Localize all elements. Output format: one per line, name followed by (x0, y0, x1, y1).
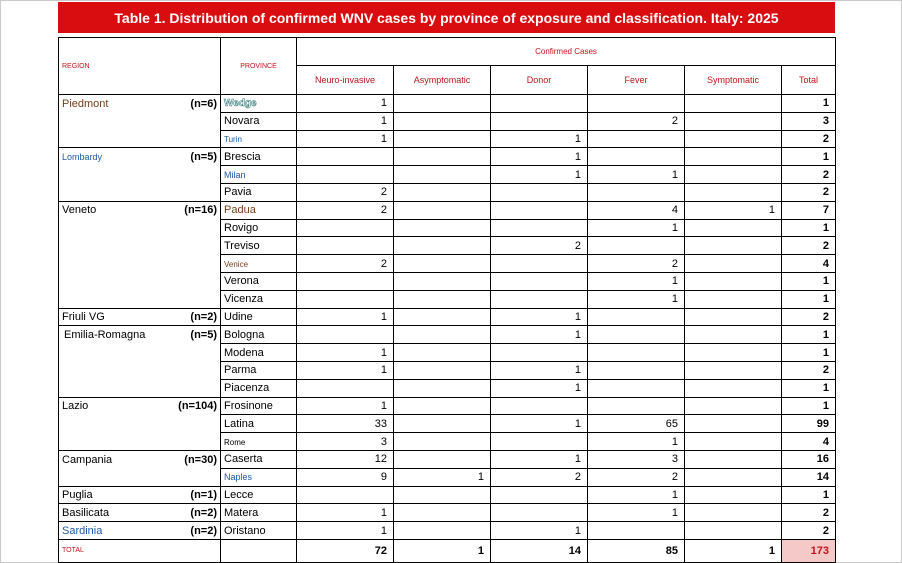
cell-symptomatic (685, 379, 782, 397)
region-cell (59, 290, 221, 308)
cell-asymptomatic: 1 (394, 468, 491, 486)
table-row (59, 183, 836, 201)
table-row (59, 290, 836, 308)
region-case-count: (n=5) (190, 329, 217, 341)
province-name: Modena (224, 346, 264, 359)
province-cell (221, 95, 297, 113)
table-row (59, 397, 836, 415)
cell-total: 1 (782, 219, 836, 237)
region-cell (59, 95, 221, 113)
province-header: PROVINCE (221, 38, 297, 95)
province-cell (221, 468, 297, 486)
province-cell (221, 148, 297, 166)
cell-total: 2 (782, 308, 836, 326)
province-cell (221, 201, 297, 219)
col-header-donor: Donor (491, 66, 588, 95)
cell-asymptomatic (394, 95, 491, 113)
cell-total: 1 (782, 272, 836, 290)
cell-asymptomatic (394, 148, 491, 166)
region-cell (59, 397, 221, 415)
cell-neuro-invasive: 2 (297, 255, 394, 273)
cell-asymptomatic (394, 308, 491, 326)
region-case-count: (n=2) (190, 310, 217, 323)
province-name: Pavia (224, 186, 252, 199)
region-cell (59, 344, 221, 362)
cell-fever (588, 361, 685, 379)
cell-asymptomatic (394, 415, 491, 433)
province-name: Novara (224, 115, 260, 128)
cell-symptomatic (685, 326, 782, 344)
province-cell (221, 397, 297, 415)
table-row (59, 504, 836, 522)
cell-donor: 1 (491, 130, 588, 148)
province-cell (221, 290, 297, 308)
col-header-neuro-invasive: Neuro-invasive (297, 66, 394, 95)
cell-asymptomatic (394, 326, 491, 344)
table-row (59, 219, 836, 237)
cell-fever (588, 379, 685, 397)
region-cell (59, 486, 221, 504)
cell-neuro-invasive (297, 148, 394, 166)
cell-asymptomatic (394, 433, 491, 451)
table-title: Table 1. Distribution of confirmed WNV cases by province of exposure and classification. Italy: 2025 (58, 2, 835, 33)
region-cell (59, 450, 221, 468)
cell-fever (588, 183, 685, 201)
table-row (59, 201, 836, 219)
region-case-count: (n=2) (190, 506, 217, 519)
cell-neuro-invasive: 1 (297, 397, 394, 415)
cell-donor (491, 433, 588, 451)
province-cell (221, 308, 297, 326)
cell-symptomatic (685, 486, 782, 504)
table-row (59, 361, 836, 379)
cell-neuro-invasive (297, 486, 394, 504)
cell-donor (491, 201, 588, 219)
total-row (59, 539, 836, 562)
cell-symptomatic (685, 237, 782, 255)
province-name: Brescia (224, 150, 261, 163)
region-name: Sardinia (62, 524, 103, 537)
region-header: REGION (59, 38, 221, 95)
cell-donor (491, 344, 588, 362)
cell-asymptomatic (394, 344, 491, 362)
cell-symptomatic (685, 397, 782, 415)
cell-fever: 3 (588, 450, 685, 468)
col-header-symptomatic: Symptomatic (685, 66, 782, 95)
province-name: Rovigo (224, 221, 259, 234)
province-name: Bologna (224, 328, 265, 341)
region-cell (59, 112, 221, 130)
table-row (59, 148, 836, 166)
cell-total: 2 (782, 183, 836, 201)
cell-donor (491, 219, 588, 237)
cell-donor (491, 112, 588, 130)
cell-asymptomatic (394, 504, 491, 522)
total-fever: 85 (588, 539, 685, 562)
table-row (59, 433, 836, 451)
cell-symptomatic (685, 130, 782, 148)
province-cell (221, 361, 297, 379)
cell-symptomatic (685, 308, 782, 326)
region-cell (59, 522, 221, 540)
cell-fever: 2 (588, 112, 685, 130)
province-name: Rome (224, 437, 246, 447)
province-name: Frosinone (224, 399, 273, 412)
cell-neuro-invasive: 9 (297, 468, 394, 486)
table-body (59, 95, 836, 540)
region-cell (59, 468, 221, 486)
cell-symptomatic (685, 522, 782, 540)
cell-symptomatic (685, 183, 782, 201)
cell-total: 2 (782, 130, 836, 148)
cell-symptomatic (685, 166, 782, 184)
cell-asymptomatic (394, 201, 491, 219)
cell-fever (588, 130, 685, 148)
cell-asymptomatic (394, 450, 491, 468)
province-name: Naples (224, 472, 253, 483)
cell-fever: 1 (588, 219, 685, 237)
province-cell (221, 219, 297, 237)
province-cell (221, 486, 297, 504)
cell-total: 1 (782, 397, 836, 415)
cell-total: 1 (782, 290, 836, 308)
cell-fever: 1 (588, 272, 685, 290)
cell-fever (588, 326, 685, 344)
province-cell (221, 272, 297, 290)
province-name: Piacenza (224, 382, 270, 395)
region-name: Basilicata (62, 506, 110, 519)
region-cell (59, 504, 221, 522)
province-cell (221, 130, 297, 148)
province-cell (221, 237, 297, 255)
region-case-count: (n=2) (190, 524, 217, 537)
cell-donor: 2 (491, 237, 588, 255)
cell-neuro-invasive (297, 379, 394, 397)
table-row (59, 468, 836, 486)
wnv-cases-table (58, 37, 836, 563)
table-row (59, 112, 836, 130)
cell-fever (588, 344, 685, 362)
cell-donor: 1 (491, 522, 588, 540)
cell-asymptomatic (394, 290, 491, 308)
region-name: Veneto (62, 204, 97, 217)
table-row (59, 450, 836, 468)
col-header-fever: Fever (588, 66, 685, 95)
region-name: Campania (62, 453, 113, 466)
cell-asymptomatic (394, 361, 491, 379)
region-cell (59, 272, 221, 290)
region-name: Lombardy (62, 152, 103, 163)
total-province-cell (221, 539, 297, 562)
table-row (59, 95, 836, 113)
cell-asymptomatic (394, 166, 491, 184)
province-cell (221, 255, 297, 273)
cell-neuro-invasive (297, 166, 394, 184)
cell-total: 4 (782, 433, 836, 451)
cell-total: 1 (782, 148, 836, 166)
cell-symptomatic (685, 450, 782, 468)
province-cell (221, 433, 297, 451)
cell-neuro-invasive: 1 (297, 361, 394, 379)
cell-total: 2 (782, 361, 836, 379)
cell-neuro-invasive (297, 237, 394, 255)
region-cell (59, 166, 221, 184)
cell-neuro-invasive: 2 (297, 201, 394, 219)
cell-symptomatic (685, 112, 782, 130)
cell-donor: 1 (491, 308, 588, 326)
table-row (59, 255, 836, 273)
region-case-count: (n=6) (190, 97, 217, 110)
cell-symptomatic (685, 344, 782, 362)
region-cell (59, 148, 221, 166)
cell-neuro-invasive (297, 290, 394, 308)
total-donor: 14 (491, 539, 588, 562)
cell-neuro-invasive (297, 272, 394, 290)
region-cell (59, 183, 221, 201)
cell-neuro-invasive: 12 (297, 450, 394, 468)
region-name: Piedmont (62, 97, 109, 110)
cell-neuro-invasive: 1 (297, 130, 394, 148)
cell-fever: 2 (588, 468, 685, 486)
province-name: Lecce (224, 488, 254, 501)
table-row (59, 415, 836, 433)
cell-donor (491, 397, 588, 415)
cell-symptomatic: 1 (685, 201, 782, 219)
region-case-count: (n=5) (190, 151, 217, 164)
cell-neuro-invasive: 1 (297, 344, 394, 362)
region-name: Emilia-Romagna (64, 329, 146, 341)
cell-asymptomatic (394, 379, 491, 397)
region-cell (59, 237, 221, 255)
cell-total: 2 (782, 166, 836, 184)
cell-asymptomatic (394, 219, 491, 237)
cell-symptomatic (685, 415, 782, 433)
cell-donor: 1 (491, 379, 588, 397)
col-header-total: Total (782, 66, 836, 95)
table-row (59, 308, 836, 326)
cell-neuro-invasive (297, 219, 394, 237)
cell-neuro-invasive: 2 (297, 183, 394, 201)
cell-asymptomatic (394, 183, 491, 201)
total-asymptomatic: 1 (394, 539, 491, 562)
cell-donor: 1 (491, 148, 588, 166)
province-name: Matera (224, 506, 259, 519)
region-cell (59, 361, 221, 379)
cell-symptomatic (685, 95, 782, 113)
cell-fever (588, 308, 685, 326)
province-cell (221, 379, 297, 397)
cell-donor (491, 290, 588, 308)
table-row (59, 326, 836, 344)
cell-asymptomatic (394, 397, 491, 415)
cell-donor (491, 486, 588, 504)
cell-fever: 1 (588, 433, 685, 451)
cell-symptomatic (685, 468, 782, 486)
table-row (59, 166, 836, 184)
cell-donor (491, 95, 588, 113)
region-case-count: (n=1) (190, 488, 217, 501)
cell-donor (491, 504, 588, 522)
province-name: Venice (224, 259, 249, 269)
cell-donor (491, 255, 588, 273)
table-row (59, 379, 836, 397)
col-header-asymptomatic: Asymptomatic (394, 66, 491, 95)
table-row (59, 486, 836, 504)
cell-symptomatic (685, 433, 782, 451)
cell-asymptomatic (394, 130, 491, 148)
cell-asymptomatic (394, 112, 491, 130)
cell-total: 2 (782, 504, 836, 522)
cell-neuro-invasive: 1 (297, 112, 394, 130)
confirmed-cases-header: Confirmed Cases (297, 38, 836, 66)
region-cell (59, 433, 221, 451)
cell-neuro-invasive: 1 (297, 522, 394, 540)
table-row (59, 344, 836, 362)
region-case-count: (n=16) (184, 204, 217, 217)
province-name: Treviso (224, 239, 260, 252)
cell-donor: 2 (491, 468, 588, 486)
table-row (59, 237, 836, 255)
cell-symptomatic (685, 219, 782, 237)
cell-total: 1 (782, 95, 836, 113)
cell-symptomatic (685, 361, 782, 379)
cell-neuro-invasive: 1 (297, 308, 394, 326)
grand-total: 173 (782, 539, 836, 562)
province-name: Latina (224, 417, 254, 430)
cell-donor: 1 (491, 166, 588, 184)
cell-total: 7 (782, 201, 836, 219)
province-cell (221, 112, 297, 130)
cell-fever: 1 (588, 504, 685, 522)
cell-fever (588, 95, 685, 113)
province-name: Wedge (224, 98, 257, 110)
cell-symptomatic (685, 290, 782, 308)
province-cell (221, 415, 297, 433)
cell-total: 1 (782, 486, 836, 504)
table-row (59, 130, 836, 148)
cell-total: 3 (782, 112, 836, 130)
cell-fever: 1 (588, 166, 685, 184)
province-name: Vicenza (224, 293, 263, 306)
cell-donor: 1 (491, 450, 588, 468)
cell-donor: 1 (491, 326, 588, 344)
province-name: Milan (224, 169, 246, 180)
region-cell (59, 130, 221, 148)
region-cell (59, 326, 221, 344)
cell-total: 2 (782, 237, 836, 255)
table-row (59, 272, 836, 290)
cell-fever (588, 237, 685, 255)
cell-symptomatic (685, 255, 782, 273)
cell-total: 16 (782, 450, 836, 468)
region-name: Friuli VG (62, 310, 105, 323)
province-cell (221, 166, 297, 184)
region-cell (59, 415, 221, 433)
province-name: Padua (224, 204, 256, 217)
cell-donor (491, 183, 588, 201)
cell-total: 4 (782, 255, 836, 273)
province-cell (221, 450, 297, 468)
cell-neuro-invasive: 1 (297, 504, 394, 522)
cell-fever: 2 (588, 255, 685, 273)
region-cell (59, 201, 221, 219)
cell-total: 14 (782, 468, 836, 486)
cell-asymptomatic (394, 237, 491, 255)
region-cell (59, 379, 221, 397)
cell-asymptomatic (394, 522, 491, 540)
province-name: Verona (224, 275, 259, 288)
table-row (59, 522, 836, 540)
region-cell (59, 308, 221, 326)
cell-asymptomatic (394, 486, 491, 504)
cell-neuro-invasive: 1 (297, 95, 394, 113)
total-label: TOTAL (59, 539, 221, 562)
cell-total: 2 (782, 522, 836, 540)
cell-total: 1 (782, 344, 836, 362)
cell-symptomatic (685, 148, 782, 166)
province-name: Turin (224, 134, 242, 144)
cell-fever (588, 397, 685, 415)
region-case-count: (n=104) (178, 400, 217, 413)
region-cell (59, 219, 221, 237)
cell-fever: 65 (588, 415, 685, 433)
cell-symptomatic (685, 504, 782, 522)
cell-fever (588, 522, 685, 540)
cell-total: 1 (782, 326, 836, 344)
total-neuro-invasive: 72 (297, 539, 394, 562)
cell-donor: 1 (491, 361, 588, 379)
province-name: Parma (224, 364, 257, 377)
cell-donor (491, 272, 588, 290)
province-name: Caserta (224, 453, 263, 466)
cell-total: 99 (782, 415, 836, 433)
cell-fever (588, 148, 685, 166)
total-symptomatic: 1 (685, 539, 782, 562)
cell-asymptomatic (394, 255, 491, 273)
region-case-count: (n=30) (184, 453, 217, 466)
province-name: Udine (224, 310, 253, 323)
region-name: Puglia (62, 488, 93, 501)
cell-fever: 1 (588, 290, 685, 308)
cell-fever: 4 (588, 201, 685, 219)
cell-neuro-invasive: 33 (297, 415, 394, 433)
province-cell (221, 326, 297, 344)
cell-neuro-invasive: 3 (297, 433, 394, 451)
cell-fever: 1 (588, 486, 685, 504)
province-cell (221, 504, 297, 522)
cell-symptomatic (685, 272, 782, 290)
province-cell (221, 183, 297, 201)
province-name: Oristano (224, 524, 266, 537)
region-cell (59, 255, 221, 273)
cell-total: 1 (782, 379, 836, 397)
province-cell (221, 522, 297, 540)
cell-neuro-invasive (297, 326, 394, 344)
region-name: Lazio (62, 400, 89, 413)
cell-donor: 1 (491, 415, 588, 433)
province-cell (221, 344, 297, 362)
cell-asymptomatic (394, 272, 491, 290)
